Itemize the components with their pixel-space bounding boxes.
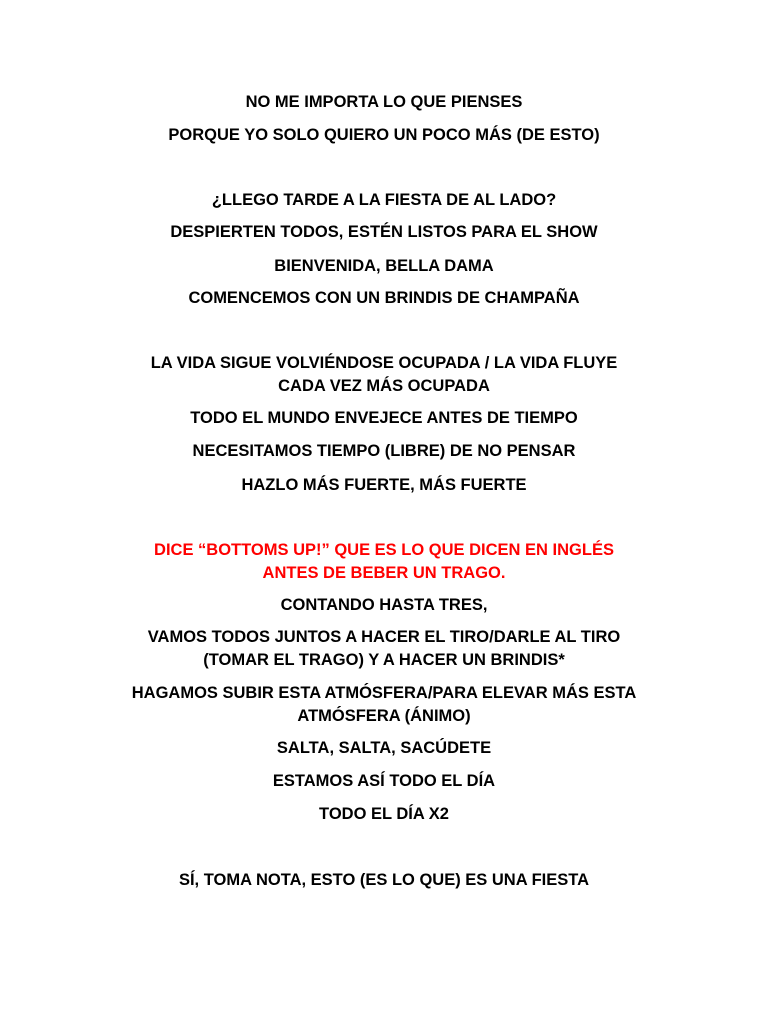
lyric-line: HAGAMOS SUBIR ESTA ATMÓSFERA/PARA ELEVAR MÁS ESTA xyxy=(131,684,637,702)
lyric-line: HAZLO MÁS FUERTE, MÁS FUERTE xyxy=(241,476,527,494)
lyric-line: NO ME IMPORTA LO QUE PIENSES xyxy=(245,93,523,111)
lyric-line: CONTANDO HASTA TRES, xyxy=(280,596,488,614)
translation-note-line: DICE “BOTTOMS UP!” QUE ES LO QUE DICEN EN INGLÉS xyxy=(154,541,614,559)
lyric-line: VAMOS TODOS JUNTOS A HACER EL TIRO/DARLE AL TIRO xyxy=(147,628,621,646)
lyric-line: TODO EL DÍA X2 xyxy=(319,805,449,823)
lyric-line: LA VIDA SIGUE VOLVIÉNDOSE OCUPADA / LA VIDA FLUYE xyxy=(150,354,618,372)
lyric-line: NECESITAMOS TIEMPO (LIBRE) DE NO PENSAR xyxy=(192,442,576,460)
lyric-line: BIENVENIDA, BELLA DAMA xyxy=(274,257,494,275)
lyric-line: ESTAMOS ASÍ TODO EL DÍA xyxy=(272,772,496,790)
lyric-line: ATMÓSFERA (ÁNIMO) xyxy=(297,707,471,725)
lyric-line: CADA VEZ MÁS OCUPADA xyxy=(278,377,490,395)
lyric-line: COMENCEMOS CON UN BRINDIS DE CHAMPAÑA xyxy=(188,289,580,307)
lyric-line: DESPIERTEN TODOS, ESTÉN LISTOS PARA EL SHOW xyxy=(170,223,598,241)
lyric-line: SALTA, SALTA, SACÚDETE xyxy=(276,739,492,757)
lyric-line: SÍ, TOMA NOTA, ESTO (ES LO QUE) ES UNA FIESTA xyxy=(178,871,590,889)
lyric-line: (TOMAR EL TRAGO) Y A HACER UN BRINDIS* xyxy=(203,651,565,669)
translation-note-line: ANTES DE BEBER UN TRAGO. xyxy=(262,564,506,582)
lyric-line: ¿LLEGO TARDE A LA FIESTA DE AL LADO? xyxy=(211,191,557,209)
lyric-line: PORQUE YO SOLO QUIERO UN POCO MÁS (DE ESTO) xyxy=(168,126,600,144)
lyric-line: TODO EL MUNDO ENVEJECE ANTES DE TIEMPO xyxy=(190,409,578,427)
